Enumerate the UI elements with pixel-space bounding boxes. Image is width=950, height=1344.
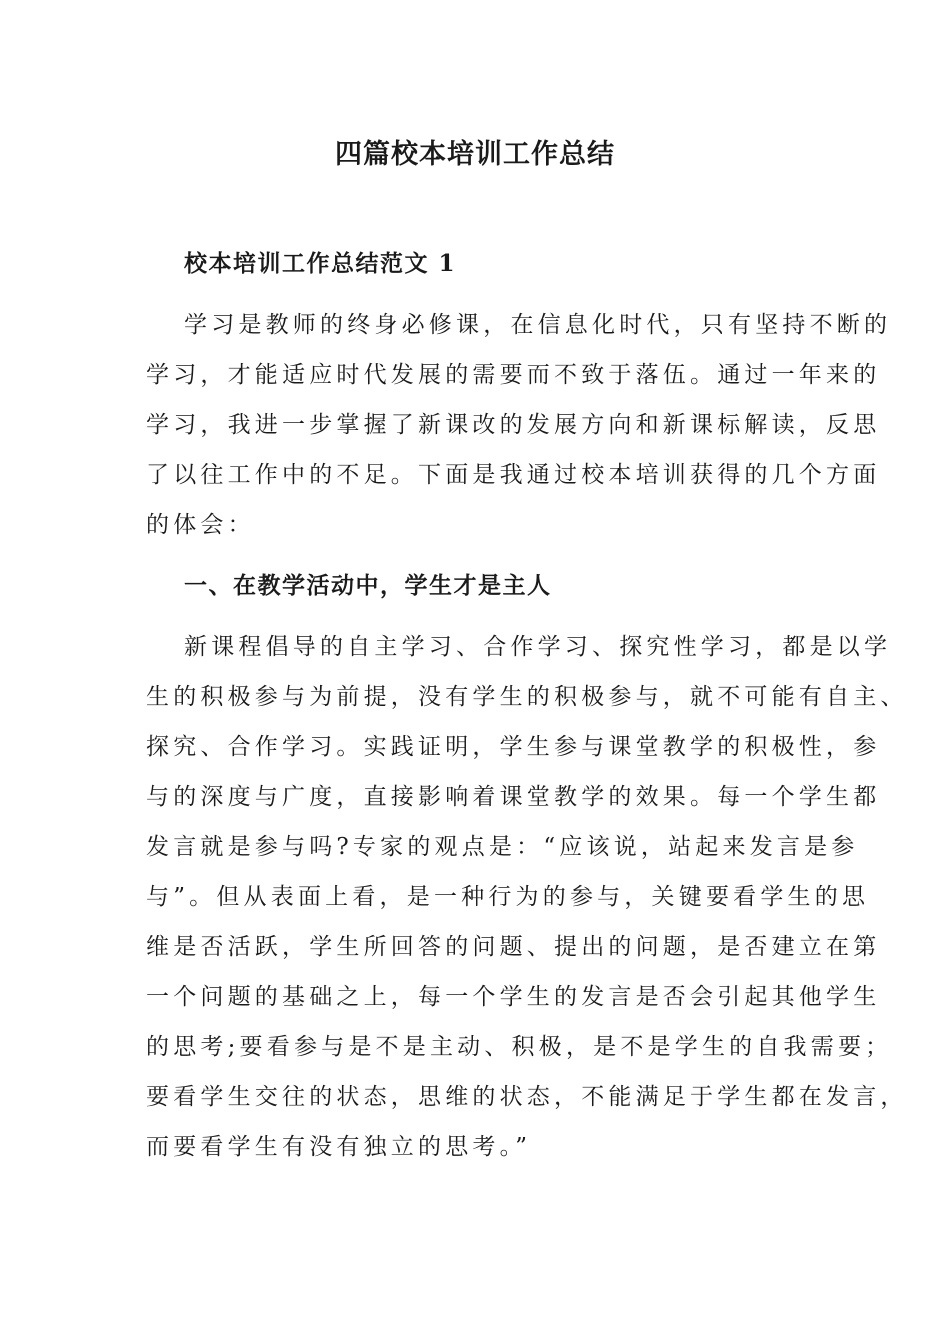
section-title: 校本培训工作总结范文 1 [184, 250, 457, 277]
paragraph-line: 学习是教师的终身必修课，在信息化时代，只有坚持不断的 [184, 312, 892, 338]
paragraph-line: 维是否活跃，学生所回答的问题、提出的问题，是否建立在第 [146, 934, 881, 960]
document-title: 四篇校本培训工作总结 [335, 139, 615, 170]
paragraph-line: 发言就是参与吗?专家的观点是：“应该说，站起来发言是参 [146, 834, 859, 860]
paragraph-line: 探究、合作学习。实践证明，学生参与课堂教学的积极性，参 [146, 734, 881, 760]
paragraph-line: 与的深度与广度，直接影响着课堂教学的效果。每一个学生都 [146, 784, 881, 810]
paragraph-line: 学习，才能适应时代发展的需要而不致于落伍。通过一年来的 [146, 362, 881, 388]
paragraph-line: 的思考;要看参与是不是主动、积极，是不是学生的自我需要； [146, 1034, 893, 1060]
paragraph-line: 一个问题的基础之上，每一个学生的发言是否会引起其他学生 [146, 984, 881, 1010]
paragraph-line: 生的积极参与为前提，没有学生的积极参与，就不可能有自主、 [146, 684, 908, 710]
paragraph-line: 新课程倡导的自主学习、合作学习、探究性学习，都是以学 [184, 634, 892, 660]
paragraph-line: 与”。但从表面上看，是一种行为的参与，关键要看学生的思 [146, 884, 870, 910]
paragraph-line: 要看学生交往的状态，思维的状态，不能满足于学生都在发言， [146, 1084, 908, 1110]
paragraph-line: 而要看学生有没有独立的思考。” [146, 1134, 532, 1160]
paragraph-line: 了以往工作中的不足。下面是我通过校本培训获得的几个方面 [146, 462, 881, 488]
paragraph-line: 学习，我进一步掌握了新课改的发展方向和新课标解读，反思 [146, 412, 881, 438]
section-heading: 一、在教学活动中，学生才是主人 [184, 572, 552, 599]
paragraph-line: 的体会： [146, 512, 255, 538]
